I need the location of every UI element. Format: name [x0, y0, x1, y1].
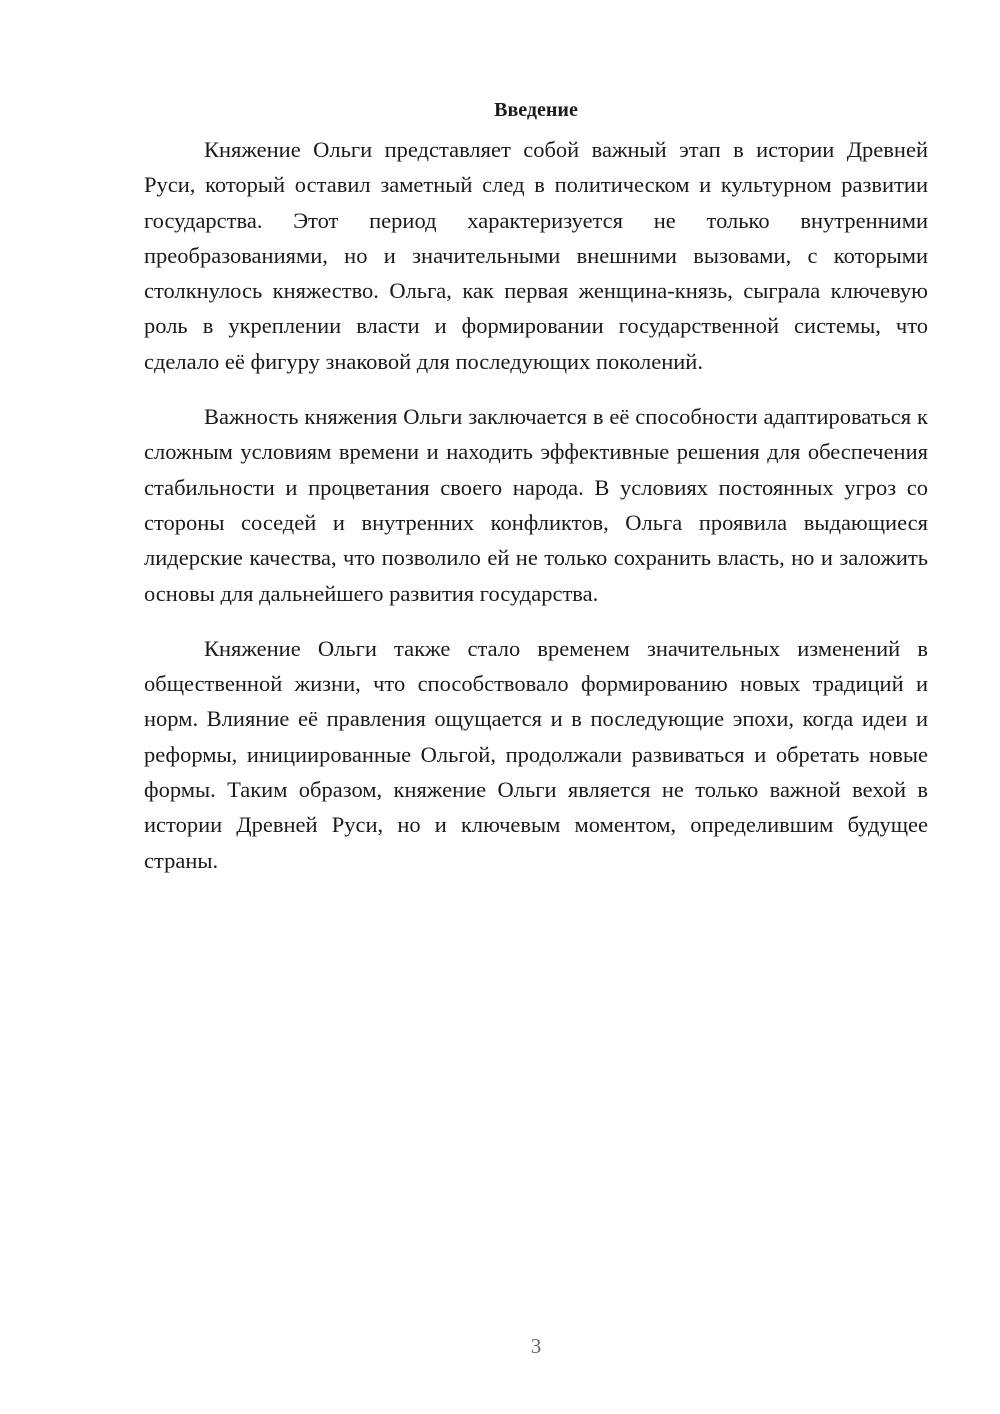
section-heading: Введение [494, 99, 578, 121]
paragraph-1: Княжение Ольги представляет собой важный этап в истории Древней Руси, который оставил заметный след в политическом и культурном развитии государства. Этот период характеризуется не только внутренними преобразованиями, но и значительными внешними вызовами, с которыми столкнулось княжество. Ольга, как первая женщина-князь, сыграла ключевую роль в укреплении власти и формировании государственной системы, что сделало её фигуру знаковой для последующих поколений. [144, 137, 928, 374]
page-content [144, 96, 928, 898]
page-number: 3 [530, 1334, 542, 1358]
paragraph-3: Княжение Ольги также стало временем значительных изменений в общественной жизни, что способствовало формированию новых традиций и норм. Влияние её правления ощущается и в последующие эпохи, когда идеи и реформы, инициированные Ольгой, продолжали развиваться и обретать новые формы. Таким образом, княжение Ольги является не только важной вехой в истории Древней Руси, но и ключевым моментом, определившим будущее страны. [144, 635, 928, 873]
paragraph-2: Важность княжения Ольги заключается в её способности адаптироваться к сложным условиям времени и находить эффективные решения для обеспечения стабильности и процветания своего народа. В условиях постоянных угроз со стороны соседей и внутренних конфликтов, Ольга проявила выдающиеся лидерские качества, что позволило ей не только сохранить власть, но и заложить основы для дальнейшего развития государства. [144, 404, 928, 606]
